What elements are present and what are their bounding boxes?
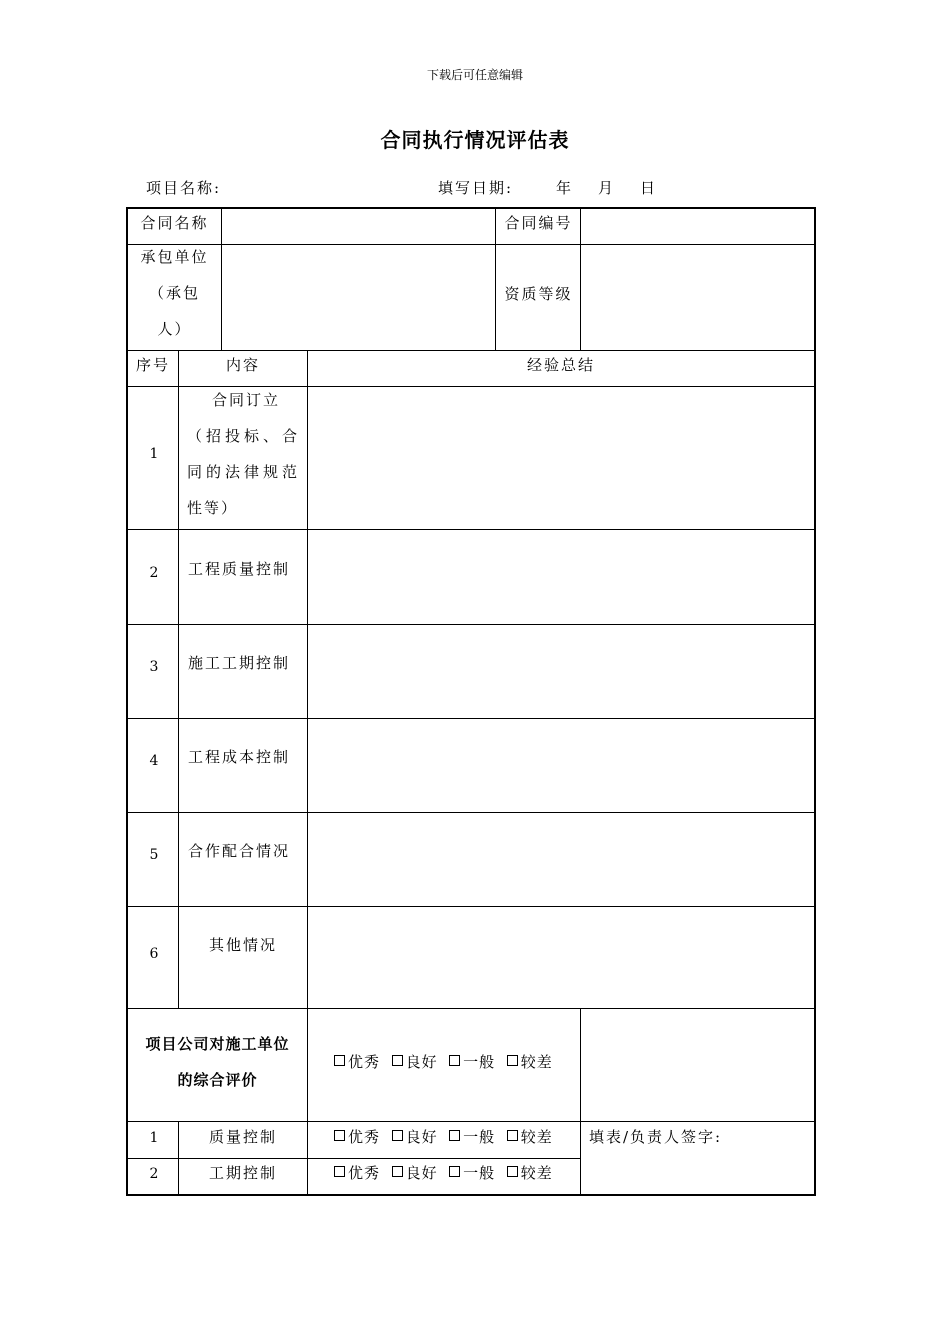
row-content: 工程成本控制 [188,748,291,766]
qualification-label: 资质等级 [504,285,573,303]
rating-option[interactable]: 优秀 [334,1164,380,1182]
content-header: 内容 [225,356,260,374]
date-day-label: 日 [640,179,658,197]
rating-option[interactable]: 较差 [507,1128,553,1146]
quality-rating-options [334,1128,553,1146]
rating-option[interactable]: 较差 [507,1164,553,1182]
checkbox-icon [392,1055,403,1066]
date-month-label: 月 [598,179,616,197]
row-seq: 3 [149,659,159,675]
row-summary-cell[interactable] [309,910,812,1004]
row-seq: 1 [149,446,159,462]
rating-option[interactable]: 良好 [392,1164,438,1182]
checkbox-icon [507,1166,518,1177]
row-content-line: 同的法律规范 [187,463,302,481]
checkbox-icon [449,1055,460,1066]
row-summary-cell[interactable] [309,533,812,621]
rating-option[interactable]: 一般 [449,1053,495,1071]
fill-date-label: 填写日期: [438,179,514,197]
schedule-rating-options [334,1164,553,1182]
checkbox-icon [334,1166,345,1177]
overall-evaluation-label-line: 的综合评价 [177,1071,258,1089]
seq-header: 序号 [135,356,170,374]
row-content: 工程质量控制 [188,560,291,578]
row-content [187,382,305,526]
contract-name-value[interactable] [223,214,493,234]
eval-item-seq: 2 [149,1166,159,1182]
rating-option[interactable]: 良好 [392,1053,438,1071]
row-content: 其他情况 [208,936,277,954]
overall-evaluation-label-line: 项目公司对施工单位 [145,1035,290,1053]
rating-option[interactable]: 良好 [392,1128,438,1146]
contract-no-label: 合同编号 [504,214,573,232]
contract-no-value[interactable] [582,214,812,234]
page-title: 合同执行情况评估表 [380,128,570,152]
overall-evaluation-label [128,1026,307,1098]
contract-name-label: 合同名称 [140,214,209,232]
checkbox-icon [507,1055,518,1066]
signature-label: 填表/负责人签字: [589,1128,723,1146]
rating-option[interactable]: 一般 [449,1128,495,1146]
date-year-label: 年 [556,179,574,197]
row-summary-cell[interactable] [309,722,812,808]
row-content: 合作配合情况 [188,842,291,860]
checkbox-icon [449,1130,460,1141]
overall-rating-options [334,1053,553,1071]
rating-option[interactable]: 一般 [449,1164,495,1182]
rating-option[interactable]: 优秀 [334,1128,380,1146]
row-summary-cell[interactable] [309,816,812,902]
row-summary-cell[interactable] [309,390,812,526]
rating-option[interactable]: 优秀 [334,1053,380,1071]
eval-item-name: 工期控制 [208,1164,277,1182]
row-seq: 2 [149,565,159,581]
eval-item-seq: 1 [149,1130,159,1146]
row-content-line: 合同订立 [211,391,280,409]
contractor-label [128,239,221,347]
row-summary-cell[interactable] [309,628,812,714]
signature-field[interactable] [582,1148,812,1192]
qualification-value[interactable] [582,250,812,346]
row-content: 施工工期控制 [188,654,291,672]
checkbox-icon [392,1166,403,1177]
contractor-label-line: 承包单位 [140,248,209,266]
summary-header: 经验总结 [526,356,595,374]
header-note: 下载后可任意编辑 [426,68,523,82]
checkbox-icon [392,1130,403,1141]
row-seq: 5 [149,847,159,863]
contractor-label-line: （承包 [148,284,200,302]
checkbox-icon [334,1055,345,1066]
checkbox-icon [507,1130,518,1141]
row-seq: 4 [149,753,159,769]
contractor-label-line: 人） [157,320,192,338]
checkbox-icon [334,1130,345,1141]
overall-evaluation-notes[interactable] [582,1012,812,1118]
contractor-value[interactable] [223,250,493,346]
eval-item-name: 质量控制 [208,1128,277,1146]
row-content-line: 性等） [187,499,239,517]
row-seq: 6 [149,946,159,962]
row-content-line: （招投标、合 [187,427,302,445]
checkbox-icon [449,1166,460,1177]
rating-option[interactable]: 较差 [507,1053,553,1071]
project-name-label: 项目名称: [146,179,222,197]
